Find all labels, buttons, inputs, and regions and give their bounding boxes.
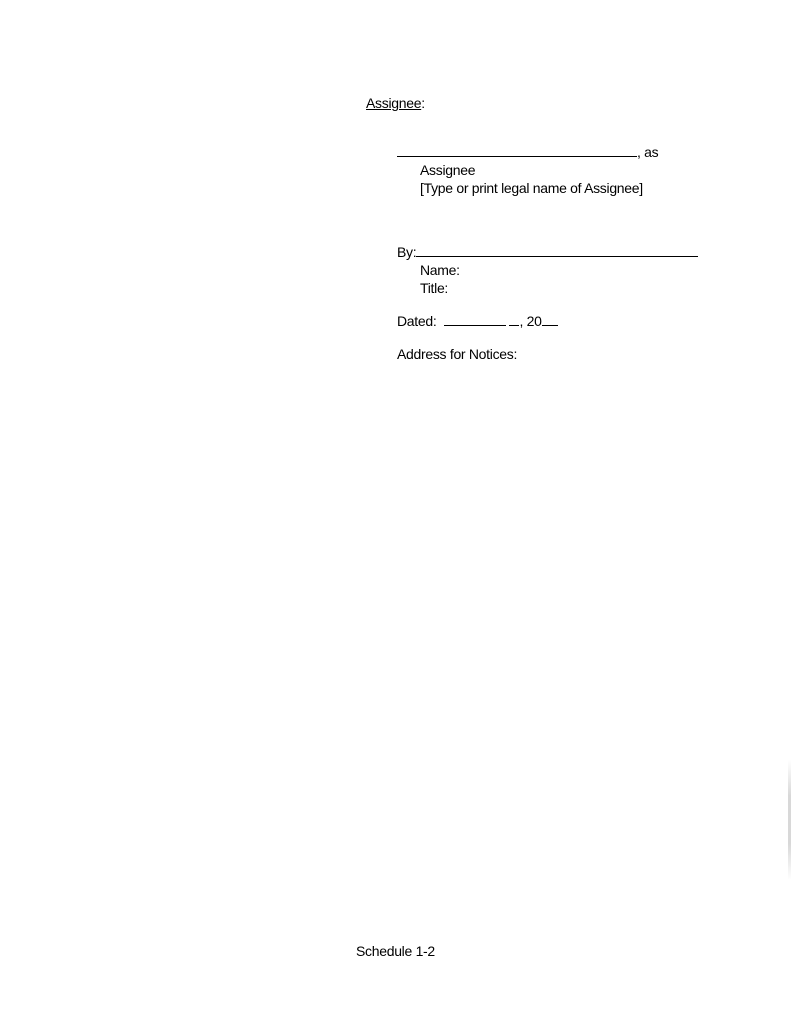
- assignee-name-line: [397, 144, 658, 161]
- address-label: Address for Notices:: [397, 346, 518, 362]
- assignee-role-label: Assignee: [420, 162, 476, 178]
- dated-day-blank: [509, 313, 519, 326]
- dated-label: Dated:: [397, 313, 437, 329]
- assignee-name-blank: [397, 144, 637, 157]
- assignee-name-suffix: , as: [637, 144, 659, 160]
- title-label: Title:: [420, 280, 449, 296]
- assignee-heading-colon: :: [421, 95, 425, 111]
- page-footer: Schedule 1-2: [356, 943, 435, 959]
- by-label: By:: [397, 244, 417, 260]
- signature-blank: [416, 244, 698, 257]
- name-label: Name:: [420, 262, 460, 278]
- by-line: [397, 244, 698, 261]
- assignee-heading-text: Assignee: [366, 95, 422, 111]
- dated-year-blank: [542, 313, 558, 326]
- dated-month-blank: [444, 313, 506, 326]
- dated-year-prefix: , 20: [519, 313, 542, 329]
- dated-line: [397, 313, 558, 330]
- name-instruction: [Type or print legal name of Assignee]: [420, 180, 643, 196]
- assignee-heading: [366, 95, 425, 112]
